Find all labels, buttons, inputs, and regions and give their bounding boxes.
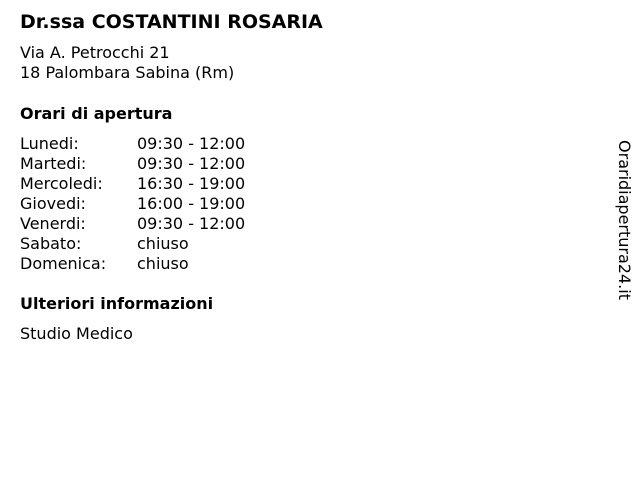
time-value: 09:30 - 12:00: [137, 154, 246, 173]
site-watermark: Oraridiapertura24.it: [615, 140, 634, 300]
page-title: Dr.ssa COSTANTINI ROSARIA: [20, 11, 323, 33]
address-city: 18 Palombara Sabina (Rm): [20, 63, 235, 82]
hours-row-saturday: [20, 234, 245, 254]
time-value: chiuso: [137, 254, 189, 273]
address-street: Via A. Petrocchi 21: [20, 43, 170, 62]
opening-hours-table: [20, 134, 245, 274]
day-label: Mercoledi:: [20, 174, 103, 193]
further-info-text: Studio Medico: [20, 324, 133, 343]
day-label: Lunedi:: [20, 134, 79, 153]
time-value: 09:30 - 12:00: [137, 214, 246, 233]
hours-row-friday: [20, 214, 245, 234]
time-value: 09:30 - 12:00: [137, 134, 246, 153]
hours-row-monday: [20, 134, 245, 154]
opening-hours-heading: Orari di apertura: [20, 104, 173, 123]
time-value: 16:00 - 19:00: [137, 194, 246, 213]
further-info-heading: Ulteriori informazioni: [20, 294, 214, 313]
day-label: Domenica:: [20, 254, 107, 273]
hours-row-sunday: [20, 254, 245, 274]
time-value: chiuso: [137, 234, 189, 253]
day-label: Martedi:: [20, 154, 87, 173]
time-value: 16:30 - 19:00: [137, 174, 246, 193]
hours-row-tuesday: [20, 154, 245, 174]
hours-row-thursday: [20, 194, 245, 214]
hours-row-wednesday: [20, 174, 245, 194]
day-label: Venerdi:: [20, 214, 86, 233]
day-label: Sabato:: [20, 234, 82, 253]
day-label: Giovedi:: [20, 194, 86, 213]
address-block: [20, 43, 234, 83]
